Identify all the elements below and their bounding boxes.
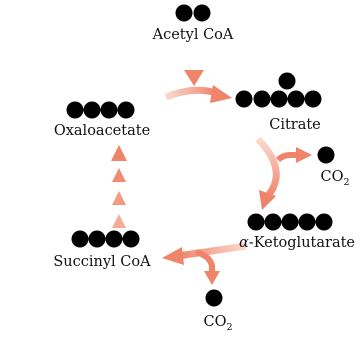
co2-1-label xyxy=(320,169,349,188)
succinyl-coa-carbons xyxy=(72,231,140,248)
arrow-oxaloacetate-to-citrate xyxy=(166,85,232,103)
co2-1-subscript: 2 xyxy=(343,177,350,188)
co2-2-carbon xyxy=(206,290,223,307)
acetyl-coa-label: Acetyl CoA xyxy=(152,27,234,43)
ketoglutarate-name: -Ketoglutarate xyxy=(248,235,355,251)
co2-2-formula: CO xyxy=(203,314,227,330)
arrow-succinyl-coa-to-oxaloacetate xyxy=(111,145,127,228)
citrate-label: Citrate xyxy=(269,117,321,133)
oxaloacetate-carbons xyxy=(67,102,135,119)
alpha-ketoglutarate-label xyxy=(239,235,355,251)
co2-2-subscript: 2 xyxy=(226,322,233,333)
co2-1-carbon xyxy=(318,147,335,164)
arrow-co2-release-2 xyxy=(196,252,220,285)
oxaloacetate-label: Oxaloacetate xyxy=(53,123,151,139)
arrow-co2-release-1 xyxy=(278,147,312,163)
acetyl-coa-carbons xyxy=(176,5,211,22)
arrow-acetyl-coa-to-citrate xyxy=(184,47,204,86)
succinyl-coa-label: Succinyl CoA xyxy=(53,254,151,270)
arrow-citrate-to-alpha-ketoglutarate xyxy=(258,139,276,210)
co2-1-formula: CO xyxy=(320,169,344,185)
alpha-prefix: α xyxy=(239,235,249,251)
alpha-ketoglutarate-carbons xyxy=(248,214,333,231)
citrate-carbons xyxy=(236,73,322,108)
co2-2-label xyxy=(203,314,232,333)
